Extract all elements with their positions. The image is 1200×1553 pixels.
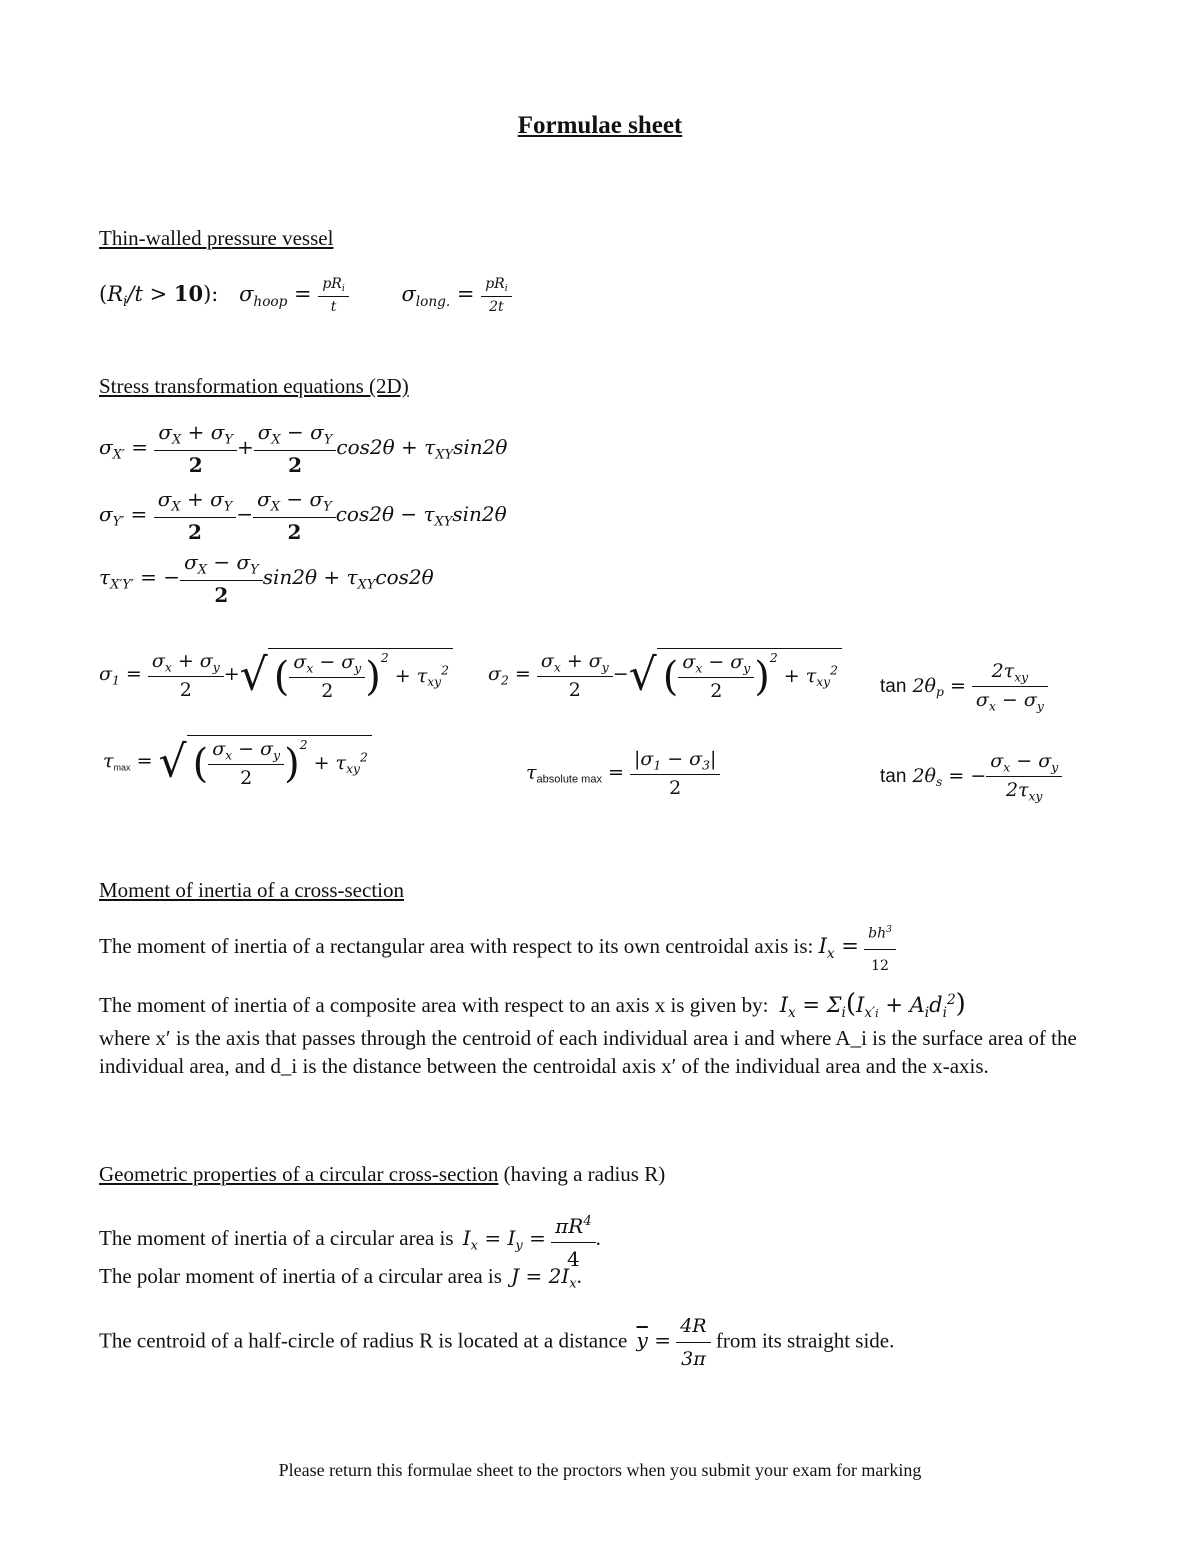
equation-tau-xy-prime: $\tau_{X'Y'}$ = − $\frac{\sigma_X - \sigma_Y}{2}$ $\sin 2\theta + \tau_{XY}\cos 2\theta$: [99, 550, 434, 607]
equation-sigma-1: $\sigma_1$ = $\frac{\sigma_x + \sigma_y}{2}$ +√ ( $\frac{\sigma_x - \sigma_y}{2}$ )$^2 + \tau_{xy}^2$: [99, 648, 453, 702]
circular-heading-suffix: (having a radius R): [503, 1162, 666, 1186]
rectangular-inertia-text: The moment of inertia of a rectangular area with respect to its own centroidal axis is:: [99, 934, 814, 959]
heading-moment-of-inertia: Moment of inertia of a cross-section: [99, 878, 404, 902]
centroid-line: The centroid of a half-circle of radius R is located at a distance $\overline{y}$ = $\frac{4R}{3\pi}$ from its straight side.: [99, 1312, 894, 1373]
equation-tan-theta-p: $\tan 2\theta_p$ = $\frac{2\tau_{xy}}{\sigma_x - \sigma_y}$: [880, 660, 1048, 714]
heading-circular-cross-section: Geometric properties of a circular cross-section: [99, 1162, 499, 1186]
heading-stress-transformation: Stress transformation equations (2D): [99, 374, 409, 398]
circular-inertia-line: The moment of inertia of a circular area is $I_x = I_y$ = $\frac{\pi R^4}{4}$ .: [99, 1208, 601, 1273]
pressure-vessel-equations: $(R_i/t > 10)$: $\sigma_{hoop}$ = $\frac{pR_i}{t}$ $\sigma_{long.}$ = $\frac{pR_i}{2t}$: [99, 276, 512, 315]
polar-inertia-line: The polar moment of inertia of a circular area is $J = 2I_x$.: [99, 1264, 582, 1292]
centroid-text-b: from its straight side.: [715, 1328, 895, 1353]
polar-inertia-text: The polar moment of inertia of a circular area is: [99, 1264, 502, 1288]
rectangular-inertia-line: The moment of inertia of a rectangular area with respect to its own centroidal axis is: $I_x$ = $\frac{bh^3}{12}$: [99, 916, 896, 980]
circular-inertia-text: The moment of inertia of a circular area is: [99, 1226, 454, 1251]
centroid-text-a: The centroid of a half-circle of radius R is located at a distance: [99, 1328, 628, 1353]
equation-sigma-2: $\sigma_2$ = $\frac{\sigma_x + \sigma_y}{2}$ −√ ( $\frac{\sigma_x - \sigma_y}{2}$ )$^2 + \tau_{xy}^2$: [488, 648, 842, 702]
equation-tan-theta-s: $\tan 2\theta_s$ = − $\frac{\sigma_x - \sigma_y}{2\tau_{xy}}$: [880, 750, 1062, 804]
equation-tau-max: $\tau_{max}$ = √ ( $\frac{\sigma_x - \sigma_y}{2}$ )$^2 + \tau_{xy}^2$: [103, 735, 372, 789]
composite-inertia-text: The moment of inertia of a composite area with respect to an axis x is given by:: [99, 993, 769, 1018]
equation-sigma-x-prime: $\sigma_{X'}$ = $\frac{\sigma_X + \sigma_Y}{2}$ + $\frac{\sigma_X - \sigma_Y}{2}$ $\cos 2\theta + \tau_{XY}\sin 2\theta$: [99, 420, 508, 477]
composite-inertia-line: The moment of inertia of a composite area with respect to an axis x is given by: $I_x = \Sigma_i(I_{x'i} + A_id_i^2)$: [99, 989, 966, 1021]
composite-inertia-explanation: where x′ is the axis that passes through the centroid of each individual area i and where A_i is the surface area of the individual area, and d_i is the distance between the centroidal axis x′ of the individual area and the x-axis.: [99, 1026, 1077, 1078]
equation-tau-absolute-max: $\tau_{absolute max}$ = $\frac{|\sigma_1 - \sigma_3|}{2}$: [526, 748, 720, 799]
equation-sigma-y-prime: $\sigma_{Y'}$ = $\frac{\sigma_X + \sigma_Y}{2}$ − $\frac{\sigma_X - \sigma_Y}{2}$ $\cos 2\theta - \tau_{XY}\sin 2\theta$: [99, 487, 507, 544]
circular-heading-line: [99, 1160, 665, 1188]
page-title: Formulae sheet: [517, 112, 683, 139]
heading-pressure-vessel: Thin-walled pressure vessel: [99, 226, 334, 250]
footer-note: Please return this formulae sheet to the proctors when you submit your exam for marking: [278, 1460, 922, 1480]
